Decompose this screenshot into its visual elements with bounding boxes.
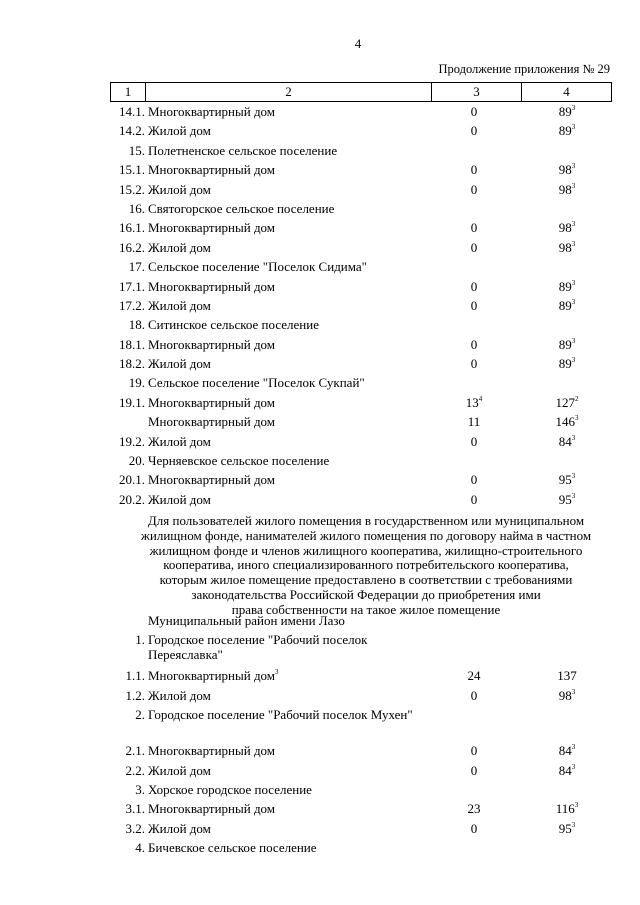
row-name: Многоквартирный дом$^3$ (148, 668, 279, 684)
row-name: Многоквартирный дом (148, 336, 276, 352)
header-col-4: 4 (521, 83, 611, 101)
value-col-3: 0 (470, 239, 478, 255)
row-name: Жилой дом (148, 820, 211, 836)
table-row (110, 433, 610, 452)
footnote-mark: 3 (571, 181, 576, 190)
row-number: 20.1. (119, 472, 145, 488)
row-number: 19. (128, 375, 145, 391)
row-name: Городское поселение "Рабочий поселок Переяславка" (148, 632, 368, 663)
note-line: жилищном фонде и членов жилищного кооператива, жилищно-строительного (149, 542, 583, 558)
footnote-mark: 3 (571, 687, 576, 696)
table-row (110, 820, 610, 839)
row-name: Многоквартирный дом (148, 104, 276, 119)
row-number: 17.2. (119, 297, 145, 313)
value-col-4: $89^3$ (558, 123, 576, 139)
footnote-mark: 4 (478, 394, 483, 403)
value-col-4: $116^3$ (555, 801, 579, 817)
value-col-3: 24 (467, 668, 481, 684)
value-col-4: $127^2$ (555, 394, 579, 410)
value-col-3: 0 (470, 491, 478, 507)
value-col-4: $146^3$ (555, 414, 579, 430)
footnote-mark: 3 (571, 297, 576, 306)
row-number: 1.2. (125, 687, 145, 703)
value-col-4: $95^3$ (558, 491, 576, 507)
value-col-4: 137 (557, 668, 577, 684)
table-row (110, 142, 610, 161)
table-row (110, 452, 610, 471)
footnote-mark: 3 (571, 278, 576, 287)
footnote-mark: 3 (571, 123, 576, 132)
continuation-caption: Продолжение приложения № 29 (438, 62, 610, 76)
value-col-3: 0 (470, 123, 478, 139)
value-col-4: $89^3$ (558, 104, 576, 119)
value-col-3: $13^4$ (465, 394, 483, 410)
table-row (110, 667, 610, 686)
row-name: Хорское городское поселение (148, 781, 312, 797)
row-name: Городское поселение "Рабочий поселок Мухен" (148, 707, 413, 723)
row-name: Жилой дом (148, 433, 211, 449)
row-name: Ситинское сельское поселение (148, 317, 319, 333)
table-row (110, 781, 610, 800)
table-body-part2 (110, 612, 610, 859)
row-name: Жилой дом (148, 123, 211, 139)
value-col-3: 0 (470, 104, 478, 119)
value-col-4: $98^3$ (558, 220, 576, 236)
value-col-3: 0 (470, 278, 478, 294)
value-col-4: $89^3$ (558, 356, 576, 372)
footnote-mark: 3 (571, 820, 576, 829)
value-col-3: 0 (470, 743, 478, 759)
value-col-4: $84^3$ (558, 433, 576, 449)
row-name: Многоквартирный дом (148, 162, 276, 178)
row-number: 14.2. (119, 123, 145, 139)
table-row (110, 181, 610, 200)
value-col-3: 0 (470, 820, 478, 836)
row-number: 17.1. (119, 278, 145, 294)
table-row (110, 491, 610, 510)
row-name: Жилой дом (148, 687, 211, 703)
table-row (110, 742, 610, 761)
footnote-mark: 3 (575, 414, 579, 423)
note-paragraph (106, 514, 626, 618)
row-number: 3. (135, 781, 145, 797)
value-col-4: $95^3$ (558, 472, 576, 488)
table-row (110, 297, 610, 316)
row-name: Жилой дом (148, 356, 211, 372)
row-number: 19.1. (119, 394, 145, 410)
footnote-mark: 3 (571, 220, 576, 229)
table-row (110, 612, 610, 631)
row-number: 3.2. (125, 820, 145, 836)
row-name: Святогорское сельское поселение (148, 200, 335, 216)
footnote-mark: 3 (571, 491, 576, 500)
table-row (110, 839, 610, 858)
footnote-mark: 3 (571, 762, 576, 771)
row-number: 20. (128, 453, 145, 469)
row-name: Жилой дом (148, 239, 211, 255)
row-number: 16.2. (119, 239, 145, 255)
table-row (110, 161, 610, 180)
value-col-4: $98^3$ (558, 687, 576, 703)
row-name: Жилой дом (148, 181, 211, 197)
row-number: 18.1. (119, 336, 145, 352)
footnote-mark: 3 (571, 472, 576, 481)
table-row (110, 706, 610, 742)
table-row (110, 413, 610, 432)
footnote-mark: 3 (571, 356, 576, 365)
table-row (110, 122, 610, 141)
row-number: 4. (135, 840, 145, 856)
row-name: Многоквартирный дом (148, 414, 276, 430)
footnote-mark: 2 (575, 394, 579, 403)
value-col-4: $84^3$ (558, 743, 576, 759)
table-row (110, 355, 610, 374)
value-col-3: 0 (470, 297, 478, 313)
row-name: Муниципальный район имени Лазо (148, 613, 345, 628)
value-col-3: 0 (470, 336, 478, 352)
row-name: Бичевское сельское поселение (148, 840, 317, 856)
table-row (110, 316, 610, 335)
note-line: жилищном фонде, нанимателей жилого помещения по договору найма в частном (140, 527, 592, 543)
row-number: 19.2. (119, 433, 145, 449)
footnote-mark: 3 (571, 239, 576, 248)
page-number: 4 (354, 36, 362, 51)
note-line: которым жилое помещение предоставлено в соответствии с требованиями (159, 572, 573, 588)
row-name: Многоквартирный дом (148, 743, 276, 759)
row-number: 20.2. (119, 491, 145, 507)
table-row (110, 103, 610, 122)
row-name: Многоквартирный дом (148, 801, 276, 817)
row-number: 2.1. (125, 743, 145, 759)
value-col-3: 0 (470, 472, 478, 488)
footnote-mark: 3 (571, 743, 576, 752)
row-number: 15.2. (119, 181, 145, 197)
row-name: Многоквартирный дом (148, 220, 276, 236)
table-row (110, 219, 610, 238)
table-row (110, 762, 610, 781)
row-number: 15. (128, 142, 145, 158)
row-number: 16. (128, 200, 145, 216)
value-col-3: 0 (470, 433, 478, 449)
footnote-mark: 3 (275, 668, 279, 677)
value-col-4: $84^3$ (558, 762, 576, 778)
table-row (110, 687, 610, 706)
row-number: 3.1. (125, 801, 145, 817)
footnote-mark: 3 (571, 336, 576, 345)
note-line: права собственности на такое жилое помещение (231, 601, 501, 617)
value-col-3: 0 (470, 687, 478, 703)
table-row (110, 278, 610, 297)
row-name: Жилой дом (148, 491, 211, 507)
value-col-3: 23 (467, 801, 481, 817)
table-row (110, 800, 610, 819)
value-col-3: 0 (470, 356, 478, 372)
footnote-mark: 3 (571, 104, 576, 112)
value-col-4: $95^3$ (558, 820, 576, 836)
row-name: Жилой дом (148, 297, 211, 313)
row-number: 1.1. (125, 668, 145, 684)
value-col-3: 0 (470, 220, 478, 236)
table-header (110, 82, 612, 102)
row-number: 18.2. (119, 356, 145, 372)
table-row (110, 374, 610, 393)
table-row (110, 471, 610, 490)
row-number: 18. (128, 317, 145, 333)
row-name: Жилой дом (148, 762, 211, 778)
row-name: Многоквартирный дом (148, 472, 276, 488)
footnote-mark: 3 (571, 162, 576, 171)
table-row (110, 258, 610, 277)
header-col-1: 1 (124, 84, 132, 99)
row-number: 15.1. (119, 162, 145, 178)
row-number: 2.2. (125, 762, 145, 778)
note-line: кооператива, иного специализированного потребительского кооператива, (163, 557, 569, 573)
value-col-4: $98^3$ (558, 181, 576, 197)
row-name: Сельское поселение "Поселок Сукпай" (148, 375, 365, 391)
table-row (110, 200, 610, 219)
row-number: 2. (135, 707, 145, 723)
row-name: Полетненское сельское поселение (148, 142, 338, 158)
row-name: Сельское поселение "Поселок Сидима" (148, 259, 367, 275)
table-body-part1 (110, 103, 610, 510)
table-row (110, 394, 610, 413)
row-number: 14.1. (119, 104, 145, 119)
value-col-3: 0 (470, 162, 478, 178)
table-row (110, 336, 610, 355)
row-number: 1. (135, 632, 145, 648)
footnote-mark: 3 (574, 801, 579, 810)
note-line: Для пользователей жилого помещения в государственном или муниципальном (147, 513, 585, 528)
row-number: 17. (128, 259, 145, 275)
value-col-3: 0 (470, 181, 478, 197)
value-col-3: 11 (467, 414, 481, 430)
table-row (110, 631, 610, 667)
note-line: законодательства Российской Федерации до приобретения ими (191, 587, 541, 603)
value-col-3: 0 (470, 762, 478, 778)
table-row (110, 239, 610, 258)
value-col-4: $89^3$ (558, 336, 576, 352)
value-col-4: $89^3$ (558, 297, 576, 313)
row-name: Черняевское сельское поселение (148, 453, 330, 469)
value-col-4: $98^3$ (558, 162, 576, 178)
footnote-mark: 3 (571, 433, 576, 442)
value-col-4: $89^3$ (558, 278, 576, 294)
row-name: Многоквартирный дом (148, 278, 276, 294)
value-col-4: $98^3$ (558, 239, 576, 255)
header-col-3: 3 (431, 83, 521, 101)
row-number: 16.1. (119, 220, 145, 236)
row-name: Многоквартирный дом (148, 394, 276, 410)
header-col-2: 2 (145, 83, 431, 101)
